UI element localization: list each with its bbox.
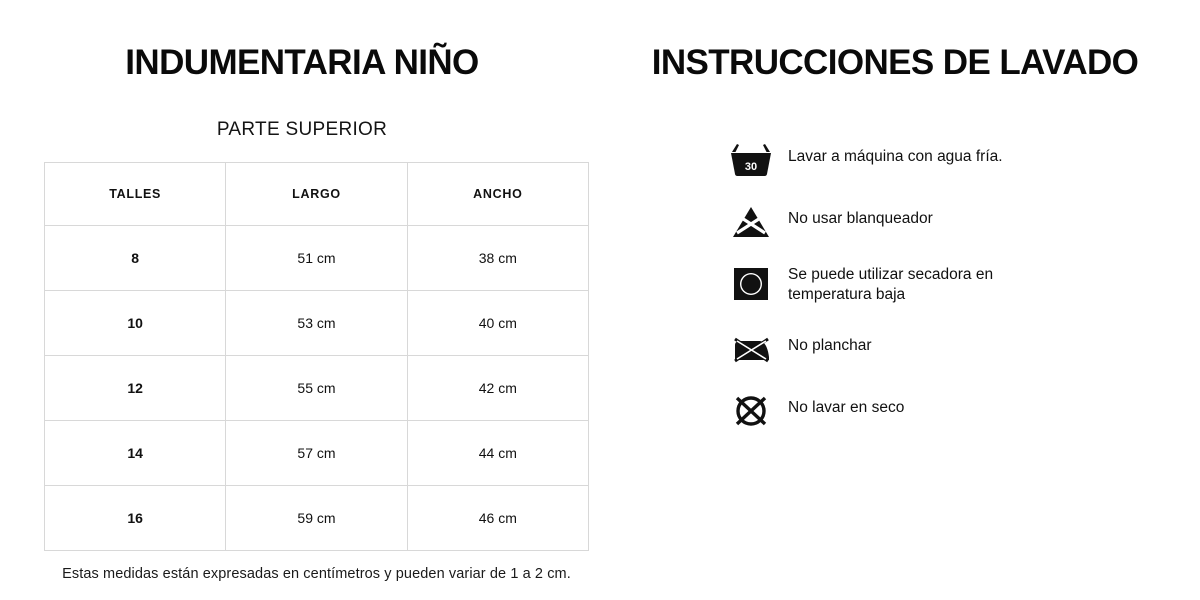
wash-temp-label: 30 (744, 160, 758, 173)
do-not-iron-icon (728, 330, 774, 368)
list-item (630, 392, 1160, 430)
no-bleach-triangle-icon (728, 203, 774, 241)
do-not-dry-clean-icon (728, 392, 774, 430)
cell-size: 14 (45, 420, 226, 485)
care-label: Lavar a máquina con agua fría. (788, 147, 1003, 165)
list-item (630, 203, 1160, 241)
cell-length: 51 cm (226, 225, 407, 290)
table-header-row (45, 162, 589, 225)
list-item (630, 141, 1160, 179)
size-table (44, 162, 589, 551)
cell-size: 8 (45, 225, 226, 290)
cell-width: 42 cm (407, 355, 588, 420)
care-label: No lavar en seco (788, 399, 905, 417)
cell-length: 59 cm (226, 485, 407, 550)
care-label: Se puede utilizar secadora en temperatura baja (788, 265, 994, 304)
page-title: INDUMENTARIA NIÑO (125, 43, 479, 82)
tumble-dry-low-icon (728, 265, 774, 303)
cell-size: 16 (45, 485, 226, 550)
list-item (630, 330, 1160, 368)
measurement-note: Estas medidas están expresadas en centímetros y pueden variar de 1 a 2 cm. (62, 565, 571, 582)
cell-width: 46 cm (407, 485, 588, 550)
cell-size: 12 (45, 355, 226, 420)
washing-instructions-title: INSTRUCCIONES DE LAVADO (651, 43, 1139, 82)
washing-instructions-section (600, 0, 1200, 600)
care-label: No planchar (788, 337, 872, 355)
column-header-talles: TALLES (45, 162, 226, 225)
care-instruction-list (630, 141, 1160, 431)
table-row (45, 420, 589, 485)
cell-width: 44 cm (407, 420, 588, 485)
cell-width: 40 cm (407, 290, 588, 355)
section-subtitle: PARTE SUPERIOR (216, 118, 388, 140)
cell-width: 38 cm (407, 225, 588, 290)
cell-size: 10 (45, 290, 226, 355)
cell-length: 55 cm (226, 355, 407, 420)
table-row (45, 485, 589, 550)
column-header-ancho: ANCHO (407, 162, 588, 225)
cell-length: 57 cm (226, 420, 407, 485)
table-row (45, 355, 589, 420)
list-item (630, 265, 1160, 307)
care-label: No usar blanqueador (788, 209, 933, 227)
cell-length: 53 cm (226, 290, 407, 355)
wash-tub-30-icon (728, 141, 774, 179)
table-row (45, 225, 589, 290)
column-header-largo: LARGO (226, 162, 407, 225)
table-row (45, 290, 589, 355)
